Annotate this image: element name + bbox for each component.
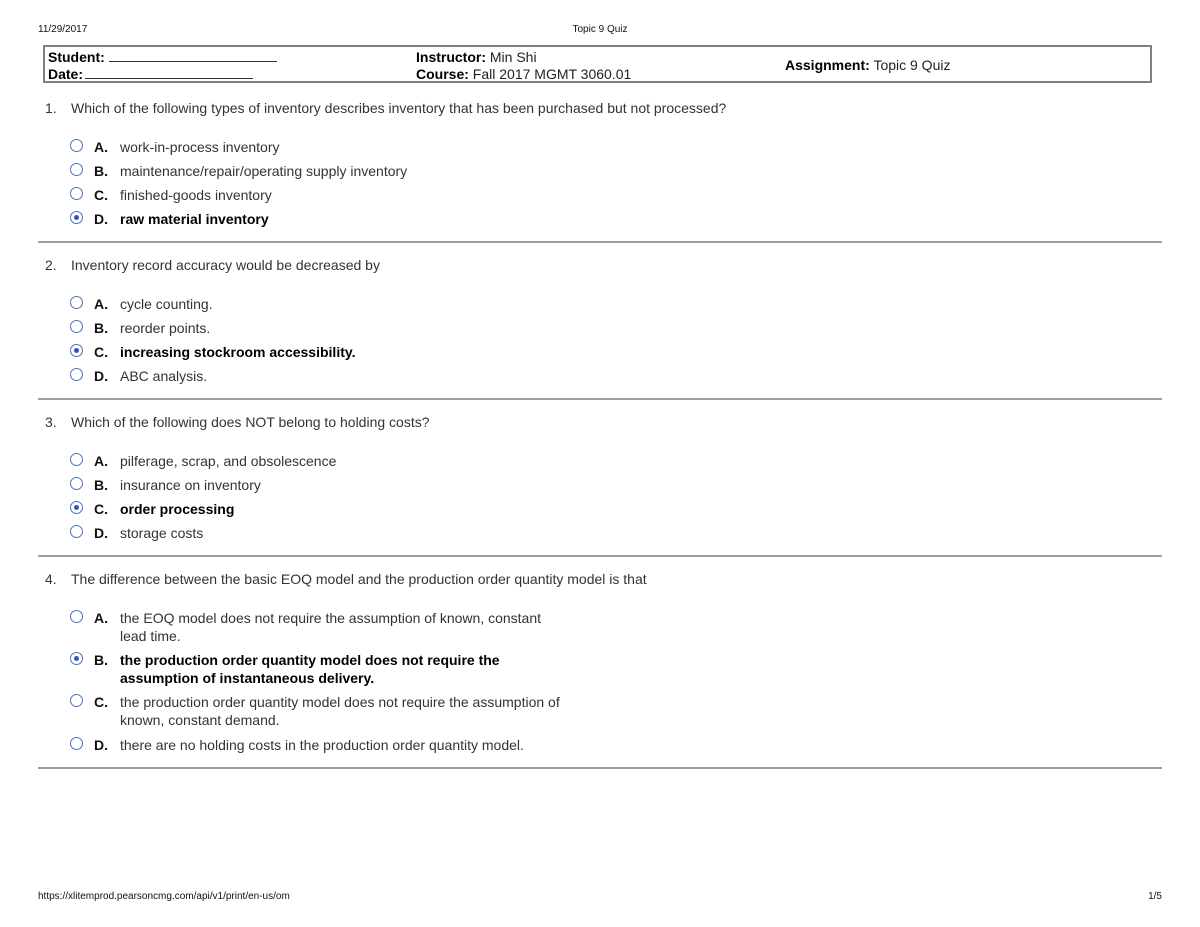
page-number: 1/5 xyxy=(1148,891,1162,902)
choice-letter: B. xyxy=(94,320,108,336)
choice-text: pilferage, scrap, and obsolescence xyxy=(120,453,337,469)
radio-button[interactable] xyxy=(70,694,83,707)
student-blank xyxy=(109,49,277,62)
question-1 xyxy=(38,100,1162,243)
question-text: The difference between the basic EOQ model and the production order quantity model is that xyxy=(71,571,647,587)
choice-text: work-in-process inventory xyxy=(120,139,280,155)
question-number: 2. xyxy=(45,257,57,273)
choice-letter: C. xyxy=(94,694,108,710)
choice-text: finished-goods inventory xyxy=(120,187,272,203)
choice-text-line: the EOQ model does not require the assumption of known, constant xyxy=(120,610,542,626)
choice-letter: B. xyxy=(94,652,108,668)
radio-button-selected[interactable] xyxy=(70,211,83,224)
choice-letter: C. xyxy=(94,187,108,203)
choice-text: ABC analysis. xyxy=(120,368,208,384)
course-value: Fall 2017 MGMT 3060.01 xyxy=(472,66,632,82)
radio-button[interactable] xyxy=(70,139,83,152)
choice-letter: D. xyxy=(94,737,108,753)
radio-button[interactable] xyxy=(70,453,83,466)
course-info xyxy=(416,49,631,83)
choice-letter: D. xyxy=(94,525,108,541)
choice-text: cycle counting. xyxy=(120,296,213,312)
choice-text-line: assumption of instantaneous delivery. xyxy=(120,670,375,686)
instructor-label: Instructor: xyxy=(416,49,486,65)
student-label: Student: xyxy=(48,49,105,65)
choice-letter: A. xyxy=(94,139,108,155)
question-text: Which of the following does NOT belong to holding costs? xyxy=(71,414,430,430)
choice-letter: B. xyxy=(94,163,108,179)
assignment-value: Topic 9 Quiz xyxy=(873,57,951,73)
question-2 xyxy=(38,257,1162,400)
print-title: Topic 9 Quiz xyxy=(572,24,628,35)
student-info xyxy=(48,49,277,83)
print-date: 11/29/2017 xyxy=(38,24,88,35)
print-header xyxy=(38,24,1162,38)
radio-button[interactable] xyxy=(70,610,83,623)
radio-button[interactable] xyxy=(70,187,83,200)
radio-button[interactable] xyxy=(70,737,83,750)
radio-button-selected[interactable] xyxy=(70,344,83,357)
choice-letter: A. xyxy=(94,296,108,312)
choice-text-line: the production order quantity model does not require the xyxy=(120,652,500,668)
print-footer xyxy=(38,891,1162,905)
radio-button[interactable] xyxy=(70,477,83,490)
choice-text: there are no holding costs in the production order quantity model. xyxy=(120,737,524,753)
assignment-info xyxy=(785,57,950,74)
question-number: 4. xyxy=(45,571,57,587)
choice-text-line: the production order quantity model does not require the assumption of xyxy=(120,694,560,710)
choice-text: increasing stockroom accessibility. xyxy=(120,344,356,360)
course-label: Course: xyxy=(416,66,469,82)
choice-letter: B. xyxy=(94,477,108,493)
choice-text: insurance on inventory xyxy=(120,477,261,493)
choice-letter: C. xyxy=(94,344,108,360)
choice-letter: A. xyxy=(94,610,108,626)
footer-url: https://xlitemprod.pearsoncmg.com/api/v1/print/en-us/om xyxy=(38,891,290,902)
radio-button[interactable] xyxy=(70,368,83,381)
choice-text: raw material inventory xyxy=(120,211,269,227)
question-text: Inventory record accuracy would be decreased by xyxy=(71,257,380,273)
choice-text-line: known, constant demand. xyxy=(120,712,280,728)
radio-button[interactable] xyxy=(70,320,83,333)
question-3 xyxy=(38,414,1162,557)
choice-text xyxy=(120,693,560,729)
choice-letter: D. xyxy=(94,211,108,227)
choice-text xyxy=(120,651,500,687)
choice-text: order processing xyxy=(120,501,235,517)
radio-button[interactable] xyxy=(70,163,83,176)
date-blank xyxy=(85,66,253,79)
choice-text xyxy=(120,609,541,645)
choice-text: maintenance/repair/operating supply inventory xyxy=(120,163,408,179)
choice-letter: C. xyxy=(94,501,108,517)
radio-button[interactable] xyxy=(70,296,83,309)
instructor-value: Min Shi xyxy=(489,49,537,65)
choice-letter: D. xyxy=(94,368,108,384)
radio-button[interactable] xyxy=(70,525,83,538)
question-number: 3. xyxy=(45,414,57,430)
question-number: 1. xyxy=(45,100,57,116)
choice-text: reorder points. xyxy=(120,320,211,336)
choice-text-line: lead time. xyxy=(120,628,181,644)
choice-letter: A. xyxy=(94,453,108,469)
question-4 xyxy=(38,571,1162,769)
radio-button-selected[interactable] xyxy=(70,501,83,514)
assignment-info-box xyxy=(43,45,1152,83)
choice-text: storage costs xyxy=(120,525,204,541)
date-label: Date: xyxy=(48,66,84,82)
assignment-label: Assignment: xyxy=(785,57,870,73)
question-text: Which of the following types of inventory describes inventory that has been purchased but not processed? xyxy=(71,100,727,116)
radio-button-selected[interactable] xyxy=(70,652,83,665)
